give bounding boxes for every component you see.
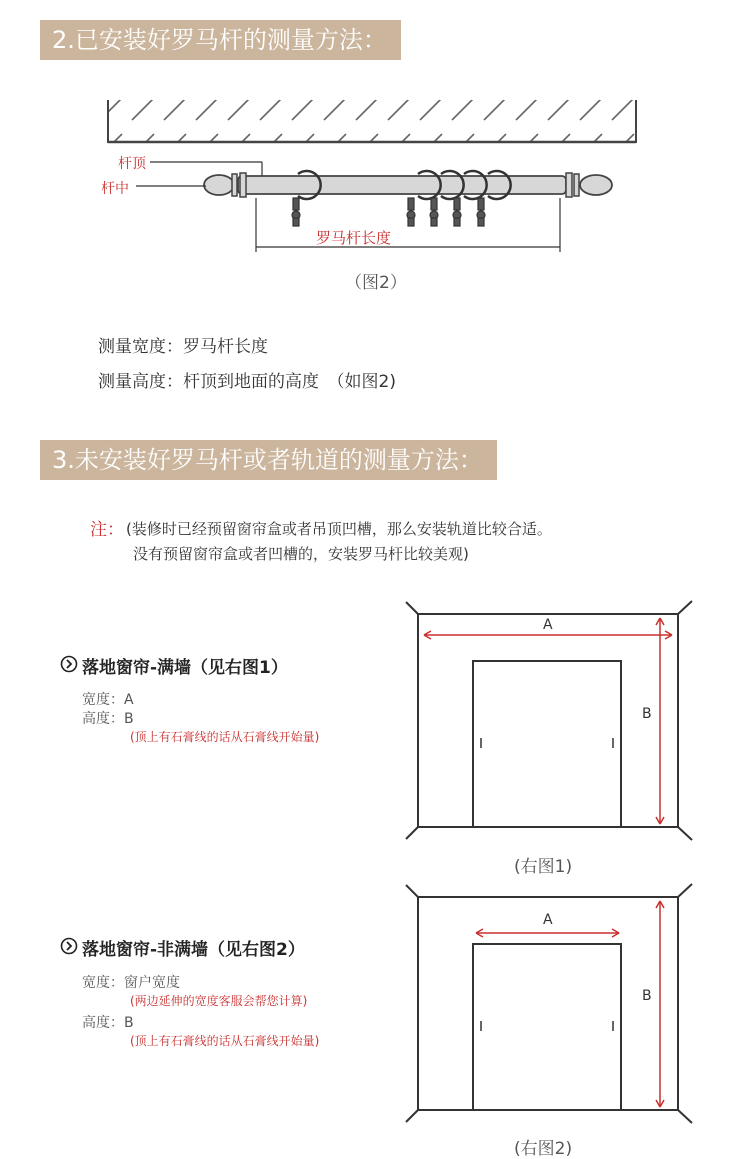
circle-arrow-right-icon — [60, 937, 78, 955]
rod-top-label: 杆顶 — [118, 156, 146, 172]
case1-width: 宽度：A — [82, 692, 134, 708]
case1-label-b: B — [642, 706, 652, 722]
case1-heading: 落地窗帘-满墙（见右图1） — [82, 658, 288, 678]
rod-middle-label: 杆中 — [101, 181, 129, 197]
case1-label-a: A — [543, 617, 553, 633]
section3-title: 3.未安装好罗马杆或者轨道的测量方法： — [40, 440, 497, 480]
case2-heading: 落地窗帘-非满墙（见右图2） — [82, 940, 305, 960]
case2-label-b: B — [642, 988, 652, 1004]
section2-title: 2.已安装好罗马杆的测量方法： — [40, 20, 401, 60]
note-line-1: (装修时已经预留窗帘盒或者吊顶凹槽，那么安装轨道比较合适。 — [126, 520, 552, 538]
note-line-2: 没有预留窗帘盒或者凹槽的，安装罗马杆比较美观) — [133, 545, 469, 563]
room-diagram-1 — [400, 598, 700, 843]
measure-height-line: 测量高度：杆顶到地面的高度 （如图2) — [98, 372, 396, 392]
circle-arrow-right-icon — [60, 655, 78, 673]
case1-height: 高度：B — [82, 711, 134, 727]
figure2-caption: （图2） — [345, 273, 407, 293]
case2-width-note: (两边延伸的宽度客服会帮您计算) — [130, 994, 308, 1008]
rod-length-label: 罗马杆长度 — [316, 229, 392, 247]
case1-caption: (右图1) — [514, 857, 573, 877]
measure-width-line: 测量宽度：罗马杆长度 — [98, 337, 268, 357]
case1-height-note: (顶上有石膏线的话从石膏线开始量) — [130, 730, 320, 744]
note-label: 注： — [90, 520, 124, 540]
case2-width: 宽度：窗户宽度 — [82, 975, 180, 991]
case2-height: 高度：B — [82, 1015, 134, 1031]
case2-label-a: A — [543, 912, 553, 928]
case2-height-note: (顶上有石膏线的话从石膏线开始量) — [130, 1034, 320, 1048]
case2-caption: (右图2) — [514, 1139, 573, 1159]
